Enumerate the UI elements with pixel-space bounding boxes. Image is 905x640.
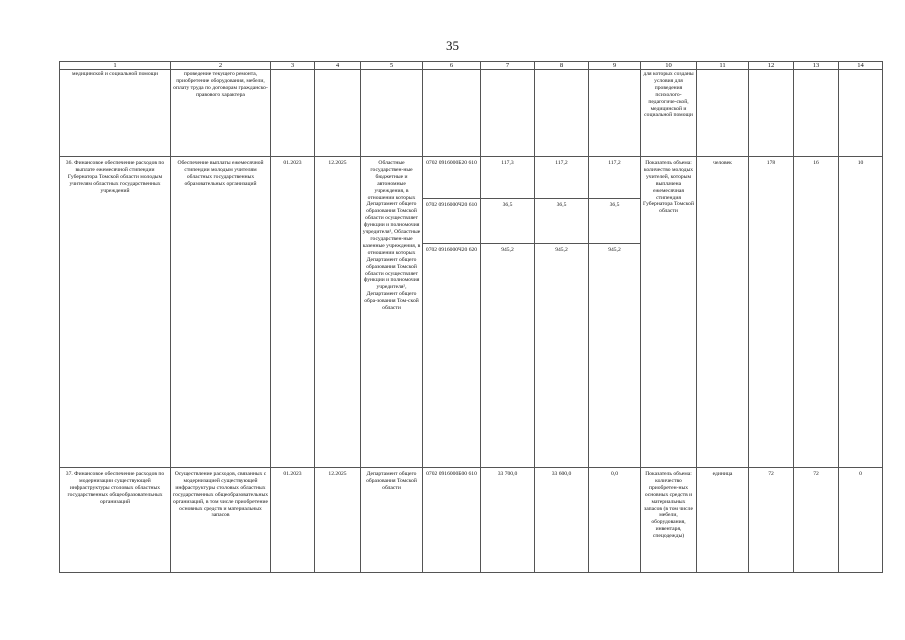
col-header: 6 — [423, 62, 481, 70]
amount-2024-cell — [535, 157, 589, 468]
budget-code-cell: 0702 0916000Б00 610 — [423, 468, 481, 573]
value-cell: 178 — [749, 157, 794, 468]
table-row — [60, 157, 883, 468]
amount-value: 117,2 — [608, 160, 621, 166]
col-header: 12 — [749, 62, 794, 70]
amount-value: 36,5 — [589, 198, 640, 243]
empty-cell — [481, 70, 535, 157]
amount-2023-cell: 33 700,0 — [481, 468, 535, 573]
empty-cell — [839, 70, 883, 157]
start-date-cell: 01.2023 — [271, 157, 315, 468]
activity-name-cell: медицинской и социальной помощи — [60, 70, 171, 157]
value-cell: 72 — [794, 468, 839, 573]
page-number: 35 — [446, 38, 459, 53]
indicator-cell: Показатель объема: количество приобретен-ных основных средств и материальных запасов (в том числе мебели, оборудования, инвентаря, спецодежды) — [641, 468, 697, 573]
amount-2024-cell: 33 600,0 — [535, 468, 589, 573]
amount-value: 945,2 — [589, 243, 640, 255]
amount-value: 36,5 — [481, 198, 534, 243]
column-number-header — [60, 62, 883, 70]
empty-cell — [794, 70, 839, 157]
amount-value: 945,2 — [481, 243, 534, 255]
executor-cell: Департамент общего образования Томской области — [361, 468, 423, 573]
col-header: 2 — [171, 62, 271, 70]
empty-cell — [423, 70, 481, 157]
col-header: 10 — [641, 62, 697, 70]
amount-2025-cell — [589, 157, 641, 468]
col-header: 9 — [589, 62, 641, 70]
activity-content-cell: Осуществление расходов, связанных с модернизацией существующей инфраструктуры столовых областных государственных общеобразовательных организаций, в том числе приобретение основных средств и материальных запасов — [171, 468, 271, 573]
budget-code: 0702 0916000Б20 610 — [426, 160, 477, 166]
amount-2025-cell: 0,0 — [589, 468, 641, 573]
amount-value: 117,2 — [555, 160, 568, 166]
empty-cell — [361, 70, 423, 157]
budget-code-cell — [423, 157, 481, 468]
indicator-cell: Показатель объема: количество молодых учителей, которым выплачена ежемесячная стипендия Губернатора Томской области — [641, 157, 697, 468]
col-header: 13 — [794, 62, 839, 70]
empty-cell — [589, 70, 641, 157]
col-header: 11 — [697, 62, 749, 70]
empty-cell — [535, 70, 589, 157]
amount-value: 945,2 — [535, 243, 588, 255]
value-cell: 72 — [749, 468, 794, 573]
empty-cell — [749, 70, 794, 157]
budget-code: 0702 0916000Ч20 620 — [423, 243, 480, 255]
col-header: 8 — [535, 62, 589, 70]
unit-cell: единица — [697, 468, 749, 573]
value-cell: 16 — [794, 157, 839, 468]
col-header: 14 — [839, 62, 883, 70]
table-row — [60, 468, 883, 573]
empty-cell — [315, 70, 361, 157]
unit-cell: человек — [697, 157, 749, 468]
executor-cell: Областные государствен-ные бюджетные и автономные учреждения, в отношении которых Департамент общего образования Томской области осуществляет функции и полномочия учредителя¹, Областные государствен-ные казенные учреждения, в отношении которых Департамент общего образования Томской области осуществляет функции и полномочия учредителя², Департамент общего обра-зования Том-ской области — [361, 157, 423, 468]
table-row — [60, 70, 883, 157]
value-cell: 10 — [839, 157, 883, 468]
col-header: 5 — [361, 62, 423, 70]
col-header: 3 — [271, 62, 315, 70]
activity-name-cell: 36. Финансовое обеспечение расходов по выплате ежемесячной стипендии Губернатора Томской области молодым учителям областных государственных учреждений — [60, 157, 171, 468]
program-activities-table — [59, 61, 883, 573]
value-cell: 0 — [839, 468, 883, 573]
amount-value: 117,3 — [501, 160, 514, 166]
amount-value: 36,5 — [535, 198, 588, 243]
activity-name-cell: 37. Финансовое обеспечение расходов по модернизации существующей инфраструктуры столовых областных государственных общеобразовательных организаций — [60, 468, 171, 573]
empty-cell — [697, 70, 749, 157]
col-header: 1 — [60, 62, 171, 70]
budget-code: 0702 0916000Ч20 610 — [423, 198, 480, 243]
start-date-cell: 01.2023 — [271, 468, 315, 573]
amount-2023-cell — [481, 157, 535, 468]
col-header: 4 — [315, 62, 361, 70]
end-date-cell: 12.2025 — [315, 468, 361, 573]
indicator-cell: для которых созданы условия для проведения психолого-педагогиче-ской, медицинской и социальной помощи — [641, 70, 697, 157]
col-header: 7 — [481, 62, 535, 70]
empty-cell — [271, 70, 315, 157]
activity-content-cell: проведение текущего ремонта, приобретение оборудования, мебели, оплату труда по договорам гражданско-правового характера — [171, 70, 271, 157]
end-date-cell: 12.2025 — [315, 157, 361, 468]
activity-content-cell: Обеспечение выплаты ежемесячной стипендии молодым учителям областных государственных образовательных организаций — [171, 157, 271, 468]
